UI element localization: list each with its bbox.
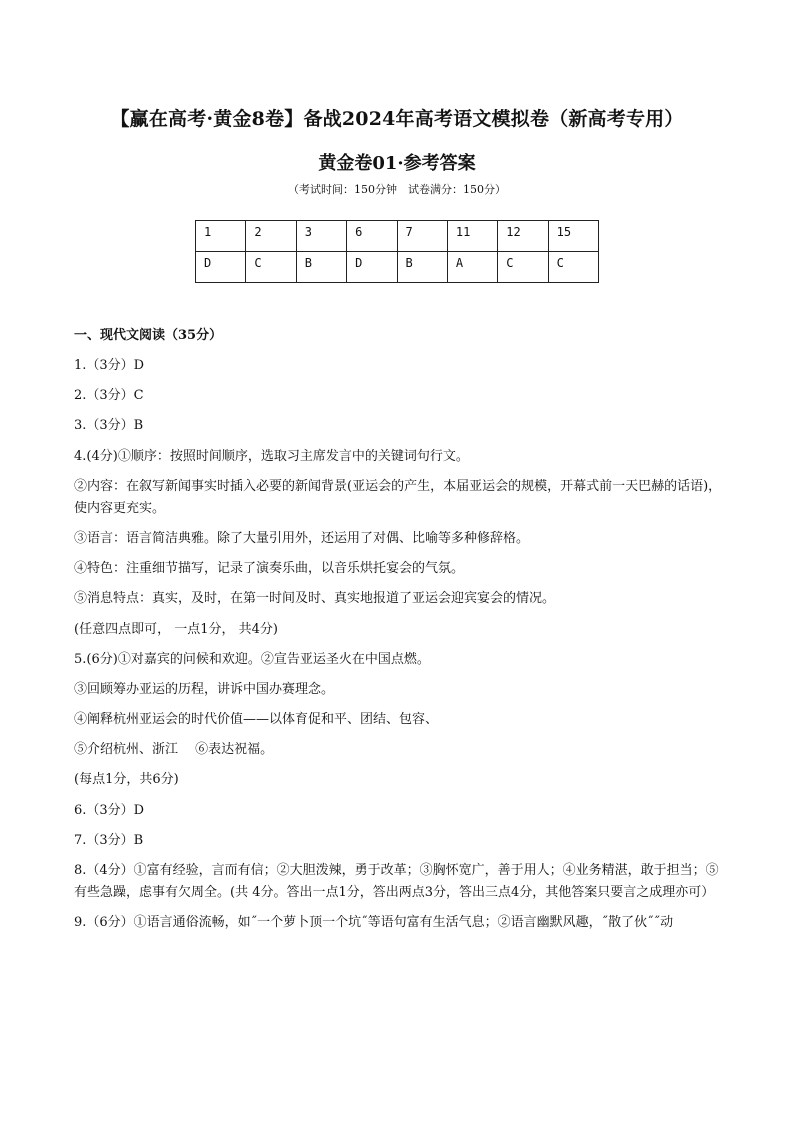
answer-line: 8.（4分）①富有经验，言而有信；②大胆泼辣，勇于改革；③胸怀宽广，善于用人；④业务精湛，敢于担当；⑤有些急躁，虑事有欠周全。(共 4分。答出一点1分，答出两点3分，答出三点4分，其他答案只要言之成理亦可） (74, 863, 719, 900)
question-number-cell: 7 (397, 221, 447, 252)
answer-line: 9.（6分）①语言通俗流畅，如˝一个萝卜顶一个坑˝等语句富有生活气息；②语言幽默风趣，˝散了伙˝˝动 (74, 915, 674, 931)
answer-cell: B (397, 252, 447, 283)
answer-line: ⑤消息特点：真实，及时，在第一时间及时、真实地报道了亚运会迎宾宴会的情况。 (74, 591, 556, 607)
question-number-cell: 12 (498, 221, 548, 252)
answer-cell: C (548, 252, 598, 283)
question-number-cell: 6 (347, 221, 397, 252)
section-heading: 一、现代文阅读（35分） (74, 328, 223, 343)
answer-line: ②内容：在叙写新闻事实时插入必要的新闻背景(亚运会的产生，本届亚运会的规模，开幕式前一天巴赫的话语)，使内容更充实。 (74, 478, 722, 516)
answer-line: ④阐释杭州亚运会的时代价值——以体育促和平、团结、包容、 (74, 712, 439, 728)
answer-line: (每点1分，共6分) (74, 772, 179, 788)
answer-content (74, 325, 724, 942)
question-number-cell: 2 (246, 221, 296, 252)
question-number-cell: 3 (296, 221, 346, 252)
answer-line: 6.（3分）D (74, 802, 145, 818)
answer-table-question-row (196, 221, 599, 252)
answer-table (195, 220, 599, 283)
answer-table-answer-row (196, 252, 599, 283)
answer-line: 1.（3分）D (74, 358, 145, 373)
answer-cell: C (246, 252, 296, 283)
answer-cell: D (347, 252, 397, 283)
answer-cell: A (447, 252, 497, 283)
answer-line: ④特色：注重细节描写，记录了演奏乐曲，以音乐烘托宴会的气氛。 (74, 561, 465, 577)
answer-line: 5.(6分)①对嘉宾的问候和欢迎。②宣告亚运圣火在中国点燃。 (74, 651, 430, 667)
answer-line: 4.(4分)①顺序：按照时间顺序，选取习主席发言中的关键词句行文。 (74, 448, 469, 464)
answer-cell: D (196, 252, 246, 283)
answer-line: ③语言：语言简洁典雅。除了大量引用外，还运用了对偶、比喻等多种修辞格。 (74, 530, 530, 546)
answer-line: 7.（3分）B (74, 832, 144, 848)
answer-line: ⑤介绍杭州、浙江 ⑥表达祝福。 (74, 742, 274, 758)
answer-line: 3.（3分）B (74, 418, 144, 434)
question-number-cell: 15 (548, 221, 598, 252)
answer-cell: C (498, 252, 548, 283)
question-number-cell: 11 (447, 221, 497, 252)
answer-line: (任意四点即可， 一点1分， 共4分) (74, 621, 278, 637)
exam-info: （考试时间：150分钟 试卷满分：150分） (288, 183, 506, 196)
answer-cell: B (296, 252, 346, 283)
answer-line: ③回顾筹办亚运的历程，讲诉中国办赛理念。 (74, 681, 335, 697)
page-subtitle: 黄金卷01·参考答案 (318, 153, 476, 174)
page-title: 【赢在高考·黄金8卷】备战2024年高考语文模拟卷（新高考专用） (110, 108, 684, 130)
answer-line: 2.（3分）C (74, 388, 144, 404)
question-number-cell: 1 (196, 221, 246, 252)
